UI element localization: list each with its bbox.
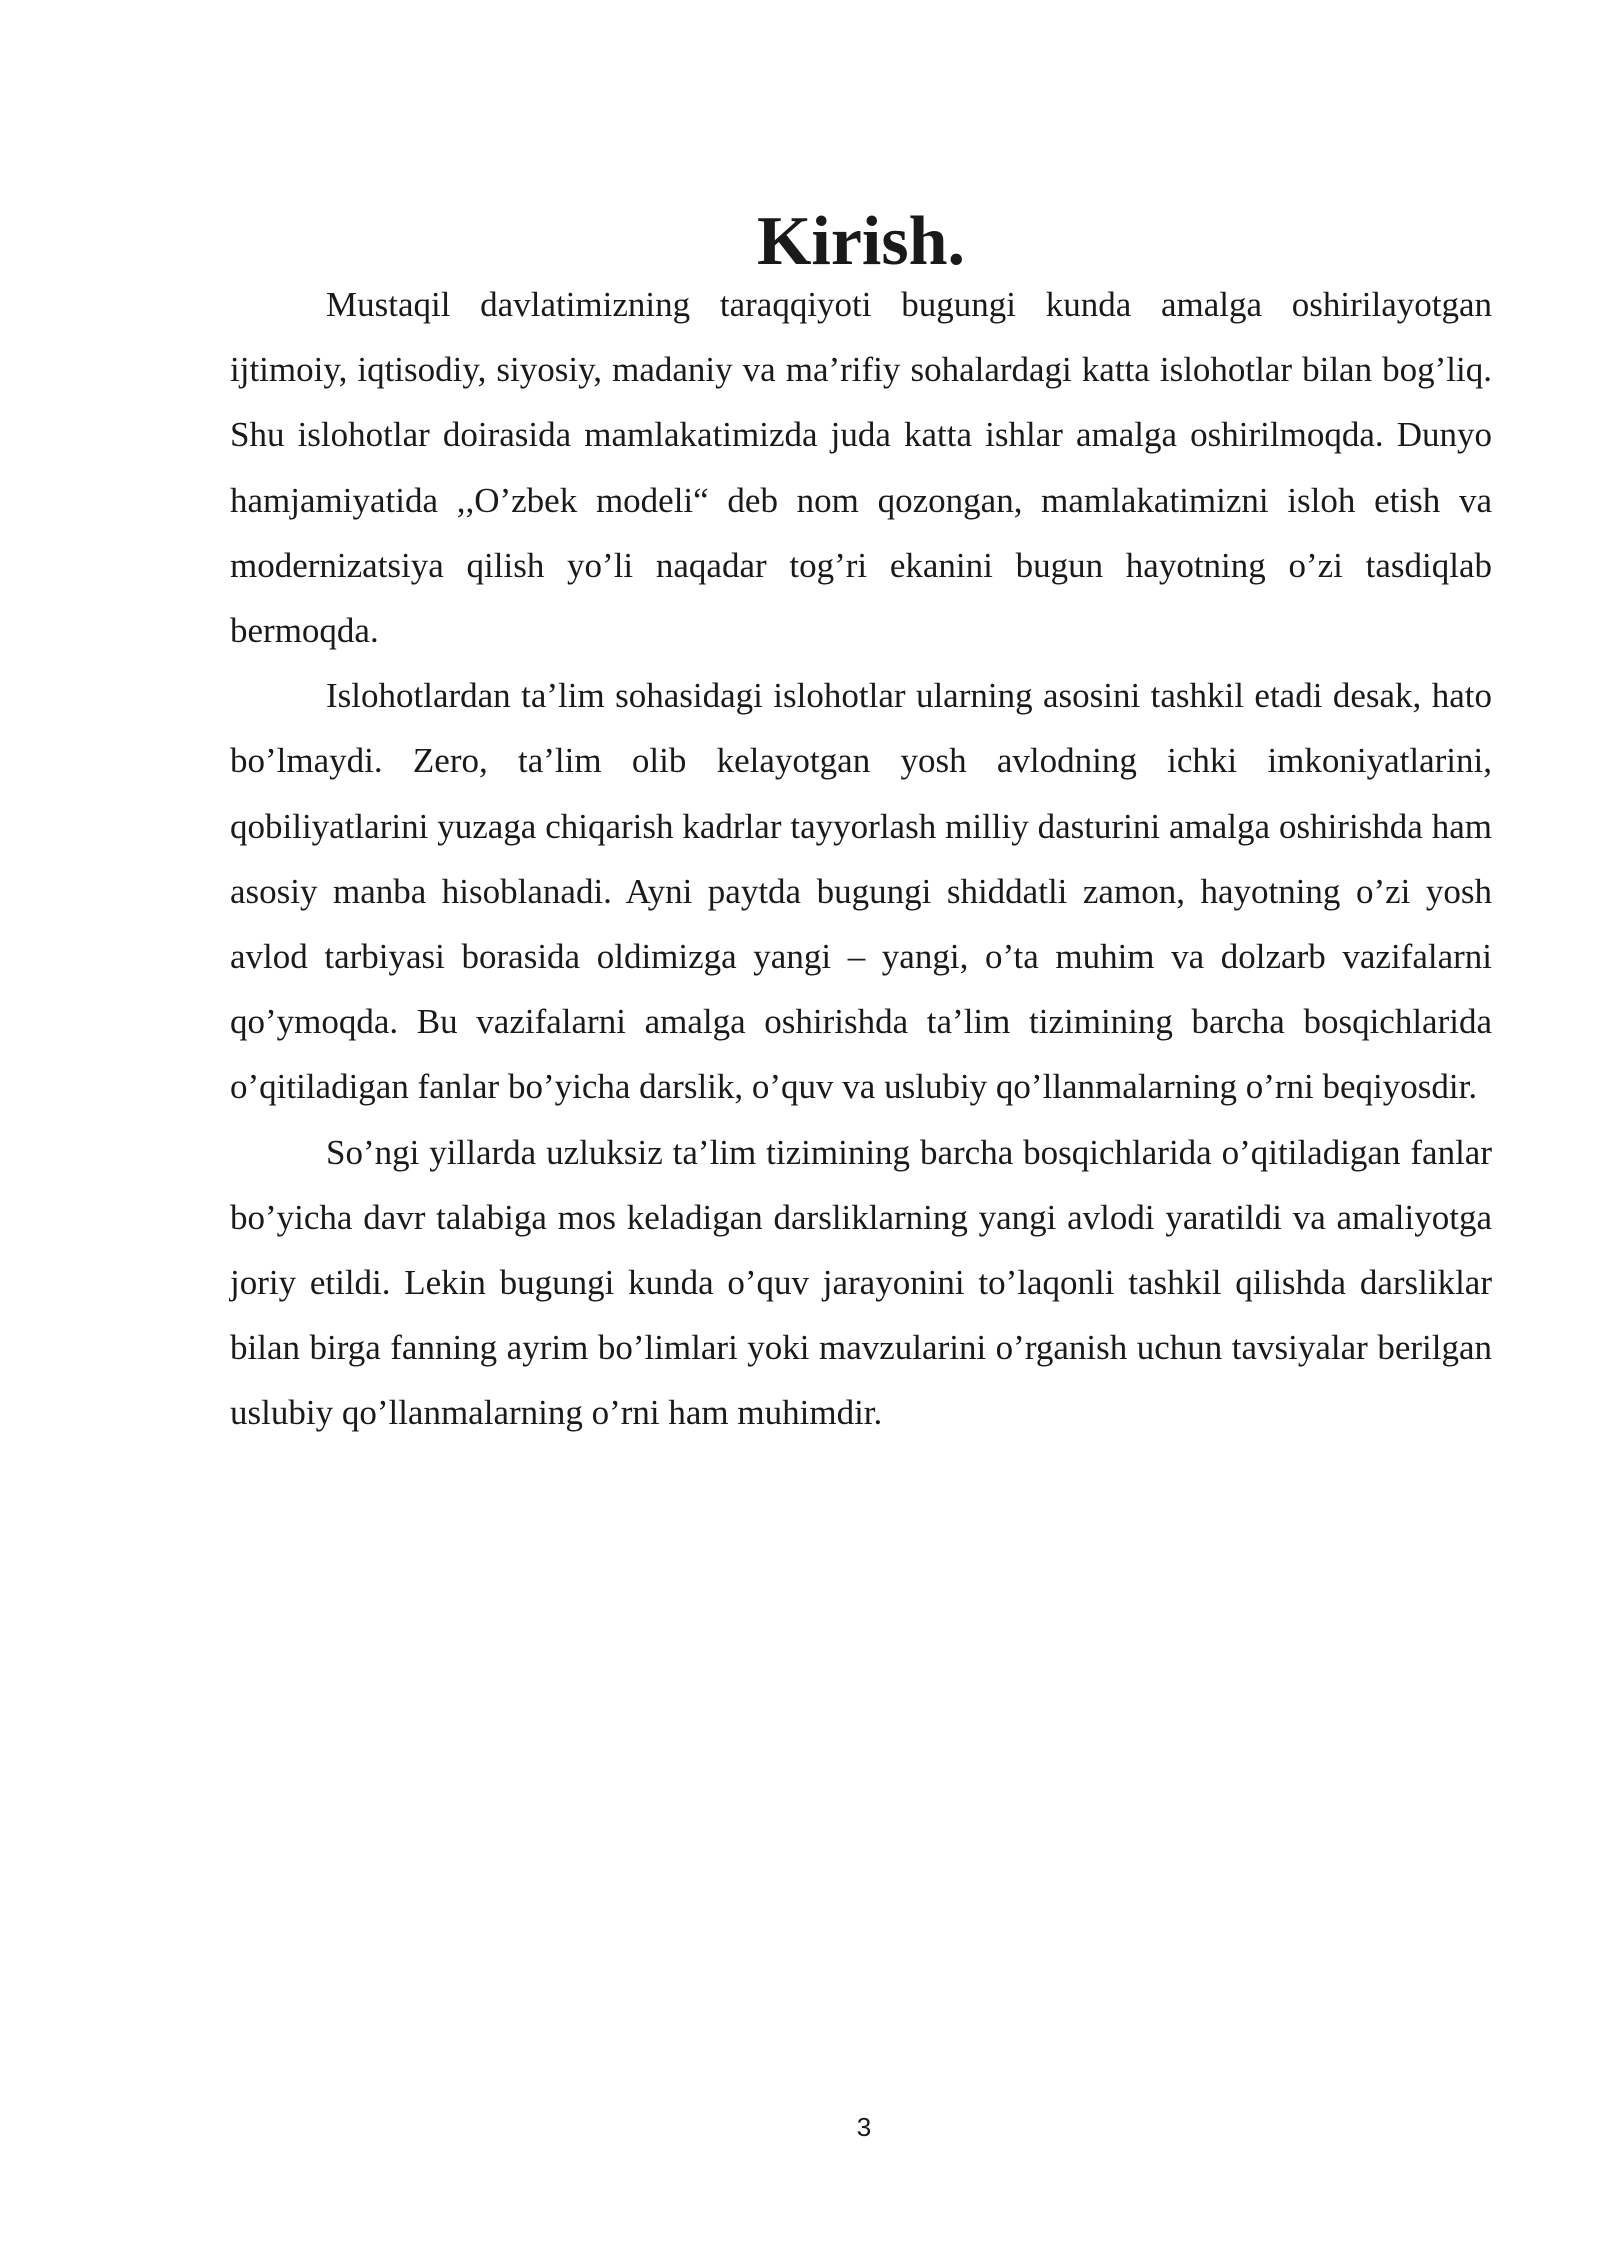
page-title: Kirish. [756,203,966,280]
paragraph-1: Mustaqil davlatimizning taraqqiyoti bugungi kunda amalga oshirilayotgan ijtimoiy, iqtisodiy, siyosiy, madaniy va ma’rifiy sohalardagi katta islohotlar bilan bog’liq. Shu islohotlar doirasida mamlakatimizda juda katta ishlar amalga oshirilmoqda. Dunyo hamjamiyatida ,,O’zbek modeli“ deb nom qozongan, mamlakatimizni isloh etish va modernizatsiya qilish yo’li naqadar tog’ri ekanini bugun hayotning o’zi tasdiqlab bermoqda. [230,285,1492,651]
paragraph-3: So’ngi yillarda uzluksiz ta’lim tizimining barcha bosqichlarida o’qitiladigan fanlar bo’yicha davr talabiga mos keladigan darsliklarning yangi avlodi yaratildi va amaliyotga joriy etildi. Lekin bugungi kunda o’quv jarayonini to’laqonli tashkil qilishda darsliklar bilan birga fanning ayrim bo’limlari yoki mavzularini o’rganish uchun tavsiyalar berilgan uslubiy qo’llanmalarning o’rni ham muhimdir. [230,1132,1492,1433]
paragraph-2: Islohotlardan ta’lim sohasidagi islohotlar ularning asosini tashkil etadi desak, hato bo’lmaydi. Zero, ta’lim olib kelayotgan yosh avlodning ichki imkoniyatlarini, qobiliyatlarini yuzaga chiqarish kadrlar tayyorlash milliy dasturini amalga oshirishda ham asosiy manba hisoblanadi. Ayni paytda bugungi shiddatli zamon, hayotning o’zi yosh avlod tarbiyasi borasida oldimizga yangi – yangi, o’ta muhim va dolzarb vazifalarni qo’ymoqda. Bu vazifalarni amalga oshirishda ta’lim tizimining barcha bosqichlarida o’qitiladigan fanlar bo’yicha darslik, o’quv va uslubiy qo’llanmalarning o’rni beqiyosdir. [230,676,1492,1107]
page-body [230,203,1492,1446]
page-number: 3 [856,2112,872,2142]
